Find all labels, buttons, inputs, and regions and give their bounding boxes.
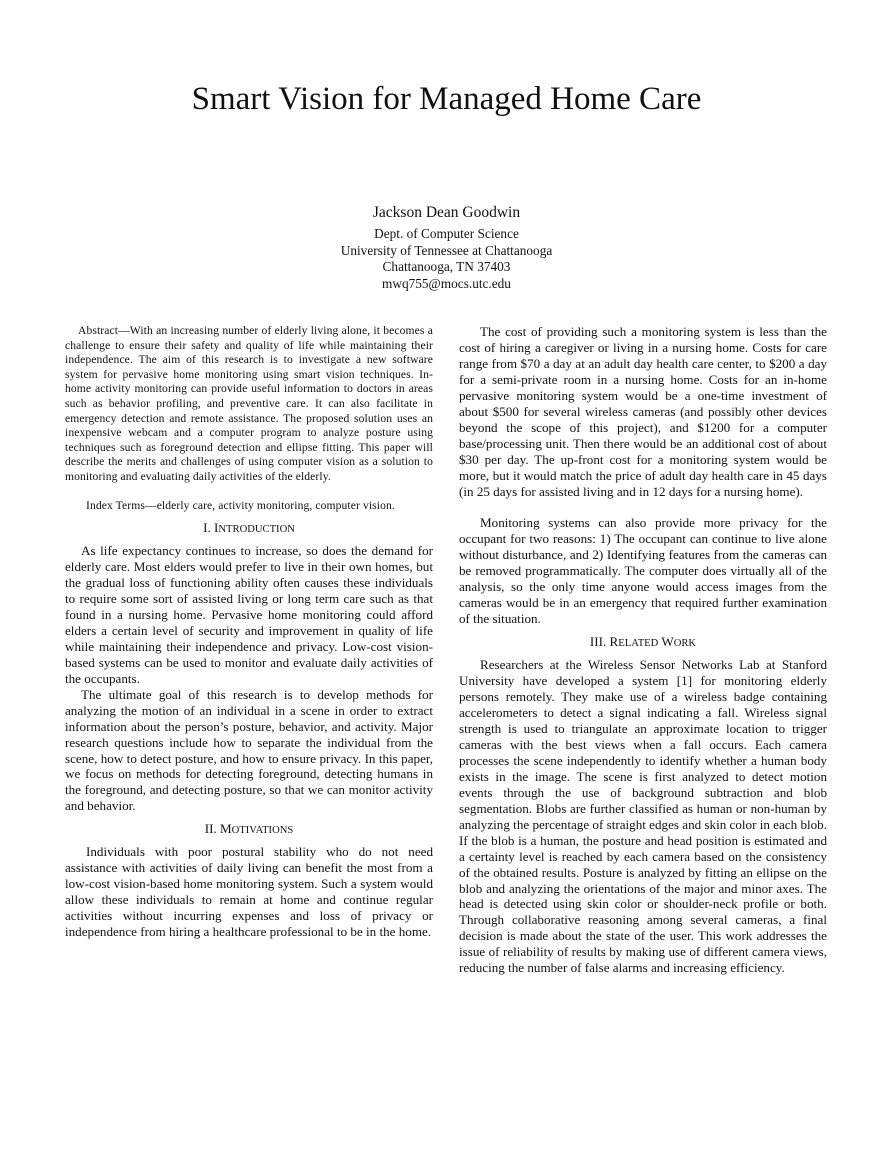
right-column [459,324,827,976]
author-name: Jackson Dean Goodwin [372,204,521,221]
related-work-paragraph-1: Researchers at the Wireless Sensor Networks Lab at Stanford University have developed a system [1] for monitoring elderly persons remotely. They make use of a wireless badge containing accelerometers to detect a signal indicating a fall. Wireless signal strength is used to triangulate an approximate location to trigger cameras with the best views when a fall occurs. Each camera processes the scene independently to identify whether a human body exists in the image. The scene is first analyzed to detect motion events through the use of background subtraction and blob segmentation. Blobs are further classified as human or non-human by analyzing the percentage of straight edges and skin color in each blob. If the blob is a human, the posture and head position is estimated and a certainty level is reached by each camera based on the consistency of the obtained results. Posture is analyzed by fitting an ellipse on the blob and analyzing the orientations of the major and minor axes. The head is detected using skin color or shoulder-neck profile or both. Through collaborative reasoning among several cameras, a final decision is made about the state of the user. This work addresses the issue of reliability of results by making use of different camera views, reducing the number of false alarms and increasing efficiency. [459,657,827,976]
intro-paragraph-2: The ultimate goal of this research is to develop methods for analyzing the motion of an individual in a scene in order to extract information about the person’s posture, behavior, and activity. Major research questions include how to separate the individual from the scene, how to detect posture, and how to ensure privacy. In this paper, we focus on methods for detecting foreground, detecting humans in the foreground, and detecting posture, so that we can monitor activity and behavior. [65,686,433,814]
section-heading-motivations: II. MOTIVATIONS [204,821,294,837]
section-heading-introduction: I. INTRODUCTION [203,520,295,536]
intro-paragraph-1: As life expectancy continues to increase, so does the demand for elderly care. Most elders would prefer to live in their own homes, but the gradual loss of functioning ability often causes these individuals to require some sort of assisted living or long term care such as that found in a nursing home. Pervasive home monitoring could afford elders a certain level of security and improvement in quality of life while maintaining their independence and privacy. Low-cost vision-based systems can be used to monitor and evaluate daily activities of the occupants. [65,543,433,686]
index-terms: Index Terms—elderly care, activity monitoring, computer vision. [86,498,395,512]
motivations-paragraph-2: The cost of providing such a monitoring system is less than the cost of hiring a caregiver or living in a nursing home. Costs for care range from $70 a day at an adult day health care center, to $200 a day for a semi-private room in a nursing home. Costs for an in-home pervasive monitoring system would be a one-time investment of about $500 for several wireless cameras (and possibly other devices beyond the scope of this project), and $1200 for a computer base/processing unit. Then there would be an additional cost of about $30 per day. The up-front cost for a monitoring system would be more, but it would match the price of adult day health care in 45 days (in 25 days for assisted living and in 12 days for a nursing home). [459,324,827,499]
motivations-paragraph-3: Monitoring systems can also provide more privacy for the occupant for two reasons: 1) The occupant can continue to live alone without disturbance, and 2) Identifying features from the cameras can be removed programmatically. The computer does virtually all of the analysis, so the only time anyone would access images from the cameras would be in an emergency that required further examination of the situation. [459,515,827,627]
author-dept: Dept. of Computer Science [374,226,519,241]
paper-title: Smart Vision for Managed Home Care [191,81,702,117]
author-block [0,203,893,292]
motivations-paragraph-1: Individuals with poor postural stability who do not need assistance with activities of daily living can benefit the most from a low-cost vision-based home monitoring system. Such a system would allow these individuals to remain at home and continue regular activities without incurring expenses and loss of privacy or independence from hiring a healthcare professional to be in the home. [65,844,433,940]
left-column [65,324,433,940]
section-heading-related-work: III. RELATED WORK [589,634,697,650]
author-location: Chattanooga, TN 37403 [382,259,511,275]
author-university: University of Tennessee at Chattanooga [340,242,553,258]
abstract: Abstract—With an increasing number of elderly living alone, it becomes a challenge to ensure their safety and quality of life while maintaining their independence. The aim of this research is to investigate a new software system for pervasive home monitoring using smart vision techniques. In-home activity monitoring can provide useful information to doctors in areas such as behavior profiling, and preventive care. It can also facilitate in emergency detection and remote assistance. The proposed solution uses an inexpensive webcam and a computer program to analyze posture using techniques such as foreground detection and ellipse fitting. This paper will describe the merits and challenges of using computer vision as a solution to monitoring and evaluating daily activities of the elderly. [65,324,433,483]
author-email: mwq755@mocs.utc.edu [382,275,511,291]
